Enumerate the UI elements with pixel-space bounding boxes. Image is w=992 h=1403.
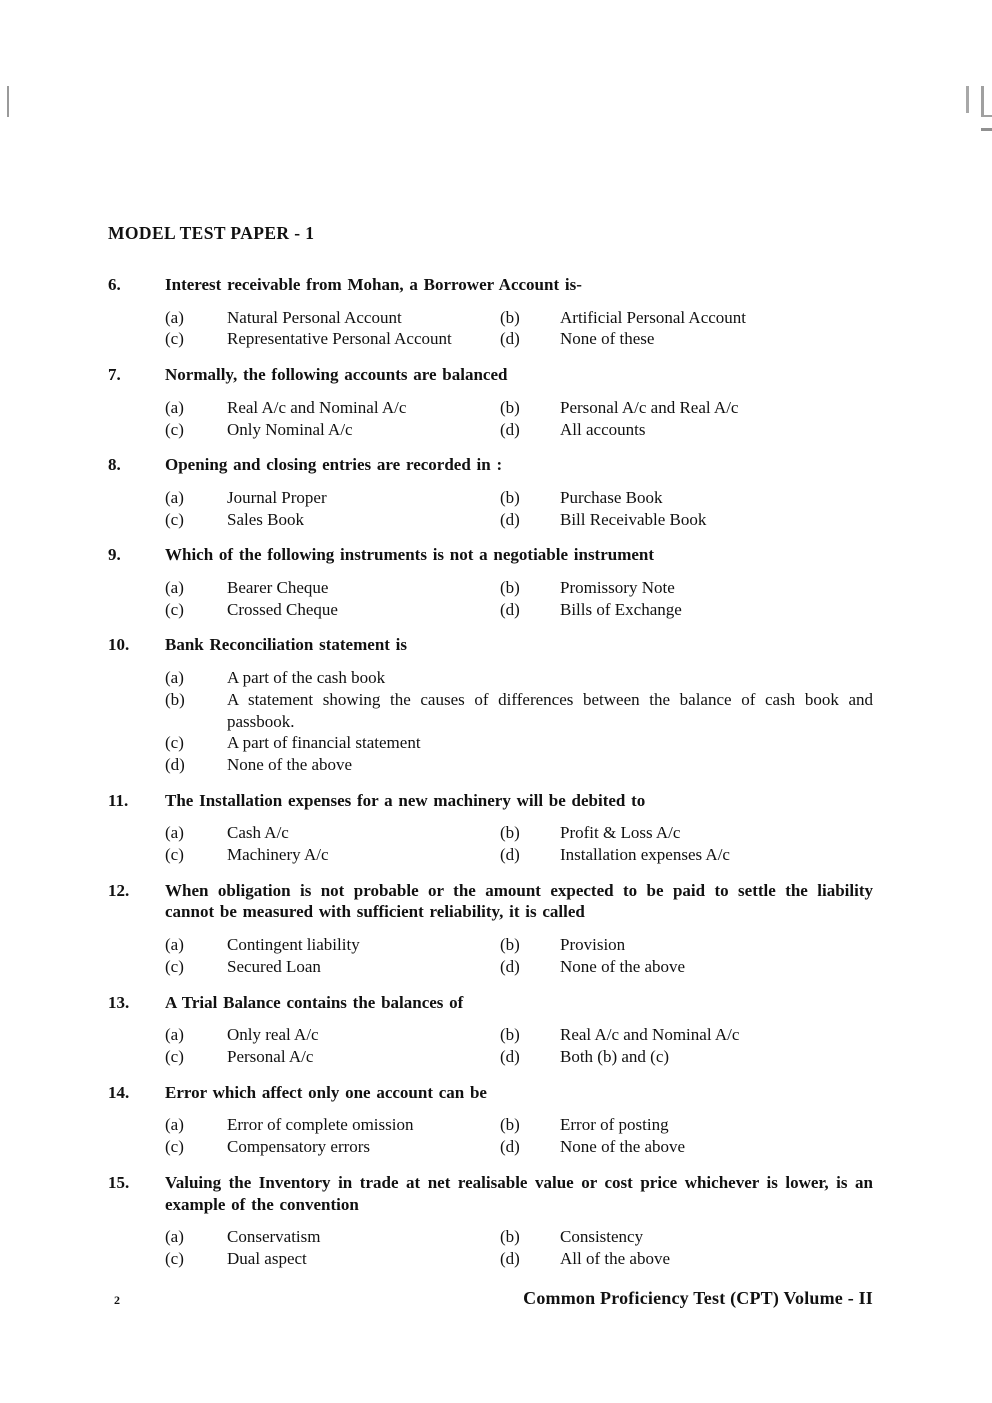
question-text: A Trial Balance contains the balances of (165, 992, 464, 1012)
question-text: Opening and closing entries are recorded in : (165, 455, 503, 475)
option-text: Conservatism (227, 1227, 321, 1247)
option-label: (c) (165, 1248, 184, 1268)
option-label: (b) (500, 397, 520, 417)
option-text: A part of financial statement (227, 733, 421, 753)
question-body (165, 364, 873, 440)
option-text: Cash A/c (227, 823, 289, 843)
option-label: (c) (165, 329, 184, 349)
option-text: Machinery A/c (227, 845, 329, 865)
option-text: Personal A/c and Real A/c (560, 397, 739, 417)
option-label: (d) (500, 845, 520, 865)
option-text: All accounts (560, 419, 646, 439)
option-label: (a) (165, 397, 184, 417)
option-label: (c) (165, 1046, 184, 1066)
option-label: (d) (500, 1137, 520, 1157)
option-text: Bills of Exchange (560, 599, 682, 619)
option-text: Promissory Note (560, 578, 675, 598)
option-text: None of the above (560, 1137, 686, 1157)
question-number: 9. (108, 545, 121, 565)
option-text: Real A/c and Nominal A/c (560, 1025, 740, 1045)
question-block (108, 992, 873, 1068)
option-label: (c) (165, 419, 184, 439)
question-number: 13. (108, 992, 130, 1012)
option-label: (a) (165, 668, 184, 688)
question-block (108, 634, 873, 775)
option-text: Contingent liability (227, 935, 360, 955)
option-text: Sales Book (227, 509, 304, 529)
question-number: 8. (108, 455, 121, 475)
option-text: A statement showing the causes of differences between the balance of cash book and passbook. (227, 689, 873, 731)
option-text: Provision (560, 935, 626, 955)
scan-artifact-right-bar (966, 86, 969, 113)
option-text: Both (b) and (c) (560, 1046, 670, 1066)
option-text: Dual aspect (227, 1248, 307, 1268)
option-label: (a) (165, 935, 184, 955)
question-number: 7. (108, 365, 121, 385)
option-text: Real A/c and Nominal A/c (227, 397, 407, 417)
option-text: Secured Loan (227, 956, 321, 976)
option-label: (b) (500, 823, 520, 843)
question-body (165, 880, 873, 978)
option-grid (165, 822, 873, 865)
option-grid (165, 307, 873, 350)
option-label: (d) (500, 1046, 520, 1066)
option-label: (c) (165, 733, 184, 753)
option-text: Error of posting (560, 1115, 669, 1135)
option-grid (165, 1226, 873, 1269)
option-label: (b) (500, 1025, 520, 1045)
option-label: (a) (165, 1025, 184, 1045)
question-block (108, 1172, 873, 1270)
option-text: All of the above (560, 1248, 670, 1268)
option-label: (d) (500, 509, 520, 529)
question-body (165, 544, 873, 620)
scan-artifact-right-dash (981, 128, 992, 131)
question-list (108, 274, 873, 1270)
question-block (108, 790, 873, 866)
option-text: Error of complete omission (227, 1115, 414, 1135)
option-text: Representative Personal Account (227, 329, 452, 349)
footer-book-title: Common Proficiency Test (CPT) Volume - II (523, 1288, 873, 1308)
option-label: (b) (500, 487, 520, 507)
option-label: (b) (500, 1115, 520, 1135)
option-grid (165, 397, 873, 440)
option-text: Natural Personal Account (227, 307, 402, 327)
option-label: (d) (165, 754, 185, 774)
scan-artifact-left-bar (7, 86, 9, 117)
option-text: Purchase Book (560, 487, 663, 507)
option-label: (d) (500, 956, 520, 976)
option-label: (c) (165, 1137, 184, 1157)
option-label: (a) (165, 487, 184, 507)
option-text: Artificial Personal Account (560, 307, 747, 327)
option-label: (a) (165, 578, 184, 598)
question-text: Interest receivable from Mohan, a Borrower Account is- (165, 275, 582, 294)
question-body (165, 790, 873, 866)
option-text: Consistency (560, 1227, 644, 1247)
option-text: Personal A/c (227, 1046, 314, 1066)
question-block (108, 880, 873, 978)
option-text: None of these (560, 329, 655, 349)
question-block (108, 1082, 873, 1158)
question-number: 15. (108, 1172, 130, 1192)
question-body (165, 274, 873, 350)
page-content (108, 222, 873, 1284)
option-text: Only Nominal A/c (227, 419, 353, 439)
option-text: A part of the cash book (227, 668, 386, 688)
question-text: Valuing the Inventory in trade at net realisable value or cost price whichever is lower, is an example of the convention (165, 1172, 873, 1214)
option-label: (d) (500, 329, 520, 349)
question-number: 10. (108, 635, 130, 655)
option-label: (b) (500, 935, 520, 955)
option-label: (b) (165, 689, 185, 709)
option-text: Profit & Loss A/c (560, 823, 681, 843)
question-block (108, 454, 873, 530)
question-block (108, 364, 873, 440)
question-block (108, 274, 873, 350)
footer-page-number: 2 (114, 1293, 120, 1307)
question-body (165, 634, 873, 775)
question-text: Which of the following instruments is not a negotiable instrument (165, 545, 655, 565)
option-label: (c) (165, 845, 184, 865)
question-number: 11. (108, 790, 129, 810)
option-text: Only real A/c (227, 1025, 319, 1045)
option-label: (b) (500, 307, 520, 327)
option-label: (d) (500, 419, 520, 439)
question-text: The Installation expenses for a new machinery will be debited to (165, 790, 646, 810)
option-label: (d) (500, 1248, 520, 1268)
question-body (165, 454, 873, 530)
question-block (108, 544, 873, 620)
option-text: None of the above (560, 956, 686, 976)
option-grid (165, 1024, 873, 1067)
option-text: Crossed Cheque (227, 599, 338, 619)
option-text: Journal Proper (227, 487, 327, 507)
option-grid (165, 577, 873, 620)
option-label: (a) (165, 1227, 184, 1247)
option-grid (165, 934, 873, 977)
question-text: When obligation is not probable or the amount expected to be paid to settle the liability cannot be measured with sufficient reliability, it is called (165, 880, 873, 922)
question-text: Normally, the following accounts are balanced (165, 365, 508, 385)
question-body (165, 1082, 873, 1158)
option-label: (a) (165, 1115, 184, 1135)
scan-artifact-right-corner (981, 86, 992, 117)
option-grid (165, 667, 873, 776)
option-text: None of the above (227, 754, 353, 774)
question-text: Error which affect only one account can be (165, 1082, 487, 1102)
option-label: (b) (500, 578, 520, 598)
option-grid (165, 1114, 873, 1157)
option-grid (165, 487, 873, 530)
option-text: Installation expenses A/c (560, 845, 730, 865)
page-title: MODEL TEST PAPER - 1 (108, 223, 315, 243)
option-label: (a) (165, 823, 184, 843)
question-text: Bank Reconciliation statement is (165, 635, 408, 655)
question-body (165, 1172, 873, 1270)
option-label: (c) (165, 509, 184, 529)
question-number: 14. (108, 1082, 130, 1102)
option-label: (d) (500, 599, 520, 619)
option-text: Bearer Cheque (227, 578, 329, 598)
question-number: 12. (108, 880, 130, 900)
option-label: (b) (500, 1227, 520, 1247)
option-label: (c) (165, 956, 184, 976)
option-text: Bill Receivable Book (560, 509, 707, 529)
question-number: 6. (108, 275, 121, 294)
option-label: (a) (165, 307, 184, 327)
question-body (165, 992, 873, 1068)
option-label: (c) (165, 599, 184, 619)
option-text: Compensatory errors (227, 1137, 371, 1157)
